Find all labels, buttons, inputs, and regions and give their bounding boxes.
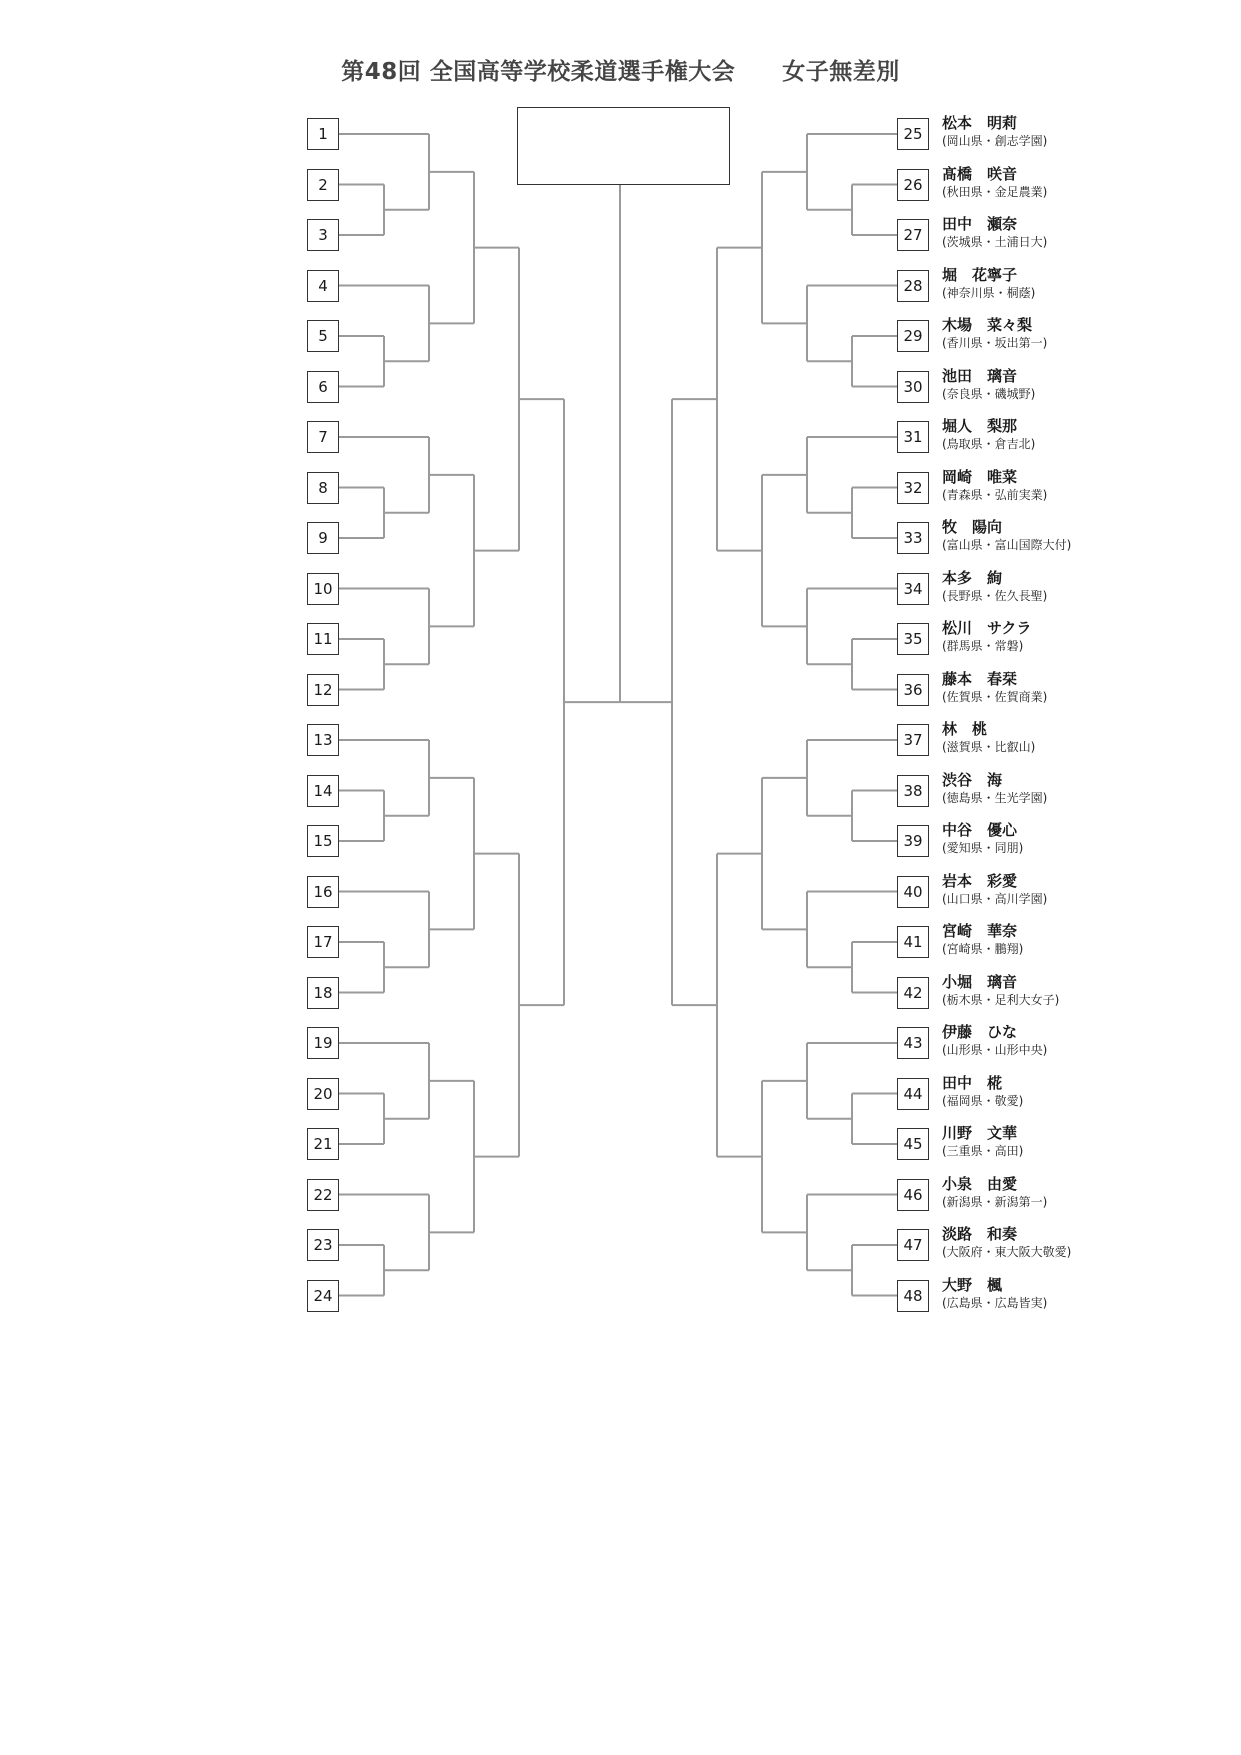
seed-number: 28 bbox=[897, 270, 929, 302]
player-name: 堀 花寧子 bbox=[942, 265, 1018, 284]
player-name: 小泉 由愛 bbox=[942, 1174, 1018, 1193]
seed-number: 20 bbox=[307, 1078, 339, 1110]
seed-number: 25 bbox=[897, 118, 929, 150]
player-name: 松川 サクラ bbox=[942, 619, 1032, 637]
seed-number: 18 bbox=[307, 977, 339, 1009]
seed-number: 1 bbox=[307, 118, 339, 150]
seed-number: 12 bbox=[307, 674, 339, 706]
seed-number: 11 bbox=[307, 623, 339, 655]
seed-number: 17 bbox=[307, 926, 339, 958]
seed-number: 30 bbox=[897, 371, 929, 403]
seed-number: 6 bbox=[307, 371, 339, 403]
player-team: (広島県・広島皆実) bbox=[942, 1295, 1048, 1310]
seed-number: 23 bbox=[307, 1229, 339, 1261]
player-name: 中谷 優心 bbox=[942, 821, 1018, 839]
player-team: (福岡県・敬愛) bbox=[942, 1093, 1024, 1108]
player-team: (岡山県・創志学園) bbox=[942, 134, 1048, 148]
seed-number: 41 bbox=[897, 926, 929, 958]
player-name: 林 桃 bbox=[942, 720, 988, 738]
seed-number: 10 bbox=[307, 573, 339, 605]
player-name: 松本 明莉 bbox=[942, 114, 1018, 132]
seed-number: 42 bbox=[897, 977, 929, 1009]
seed-number: 2 bbox=[307, 169, 339, 201]
player-team: (徳島県・生光学園) bbox=[942, 790, 1048, 805]
player-name: 大野 楓 bbox=[942, 1275, 1003, 1294]
player-team: (愛知県・同朋) bbox=[942, 841, 1024, 855]
player-team: (宮崎県・鵬翔) bbox=[942, 942, 1024, 956]
seed-number: 26 bbox=[897, 169, 929, 201]
seed-number: 46 bbox=[897, 1179, 929, 1211]
player-team: (栃木県・足利大女子) bbox=[942, 992, 1060, 1007]
player-name: 渋谷 海 bbox=[942, 770, 1003, 789]
player-team: (青森県・弘前実業) bbox=[942, 487, 1048, 502]
seed-number: 14 bbox=[307, 775, 339, 807]
player-name: 堀人 梨那 bbox=[942, 417, 1018, 435]
seed-number: 22 bbox=[307, 1179, 339, 1211]
player-team: (大阪府・東大阪大敬愛) bbox=[942, 1245, 1072, 1259]
player-team: (滋賀県・比叡山) bbox=[942, 740, 1036, 754]
player-name: 木場 菜々梨 bbox=[942, 316, 1033, 334]
seed-number: 45 bbox=[897, 1128, 929, 1160]
seed-number: 21 bbox=[307, 1128, 339, 1160]
player-name: 池田 璃音 bbox=[942, 366, 1018, 385]
player-name: 本多 絢 bbox=[942, 568, 1003, 587]
player-team: (長野県・佐久長聖) bbox=[942, 588, 1048, 603]
seed-number: 43 bbox=[897, 1027, 929, 1059]
player-name: 田中 椛 bbox=[942, 1073, 1003, 1092]
player-name: 淡路 和奏 bbox=[942, 1225, 1018, 1243]
player-team: (山形県・山形中央) bbox=[942, 1043, 1048, 1057]
player-team: (三重県・高田) bbox=[942, 1144, 1024, 1158]
player-name: 川野 文華 bbox=[942, 1124, 1018, 1142]
seed-number: 7 bbox=[307, 421, 339, 453]
seed-number: 8 bbox=[307, 472, 339, 504]
player-team: (富山県・富山国際大付) bbox=[942, 538, 1072, 552]
seed-number: 32 bbox=[897, 472, 929, 504]
page-title: 第48回 全国高等学校柔道選手権大会 女子無差別 bbox=[341, 59, 900, 85]
player-name: 藤本 春栞 bbox=[942, 669, 1018, 688]
player-name: 伊藤 ひな bbox=[942, 1023, 1018, 1041]
player-team: (新潟県・新潟第一) bbox=[942, 1194, 1048, 1209]
seed-number: 48 bbox=[897, 1280, 929, 1312]
player-name: 岩本 彩愛 bbox=[942, 871, 1018, 890]
seed-number: 34 bbox=[897, 573, 929, 605]
player-team: (鳥取県・倉吉北) bbox=[942, 437, 1036, 451]
player-name: 牧 陽向 bbox=[942, 518, 1003, 536]
player-name: 田中 瀬奈 bbox=[942, 215, 1018, 233]
seed-number: 5 bbox=[307, 320, 339, 352]
player-name: 小堀 璃音 bbox=[942, 972, 1018, 991]
player-team: (奈良県・磯城野) bbox=[942, 386, 1036, 401]
seed-number: 31 bbox=[897, 421, 929, 453]
player-team: (秋田県・金足農業) bbox=[942, 184, 1048, 199]
player-name: 髙橋 咲音 bbox=[942, 164, 1018, 183]
player-team: (佐賀県・佐賀商業) bbox=[942, 689, 1048, 704]
seed-number: 47 bbox=[897, 1229, 929, 1261]
seed-number: 15 bbox=[307, 825, 339, 857]
player-name: 岡崎 唯菜 bbox=[942, 467, 1018, 486]
seed-number: 9 bbox=[307, 522, 339, 554]
player-team: (神奈川県・桐蔭) bbox=[942, 285, 1036, 300]
seed-number: 40 bbox=[897, 876, 929, 908]
player-team: (茨城県・土浦日大) bbox=[942, 235, 1048, 249]
player-team: (群馬県・常磐) bbox=[942, 639, 1024, 653]
seed-number: 16 bbox=[307, 876, 339, 908]
seed-number: 38 bbox=[897, 775, 929, 807]
seed-number: 19 bbox=[307, 1027, 339, 1059]
seed-number: 24 bbox=[307, 1280, 339, 1312]
seed-number: 33 bbox=[897, 522, 929, 554]
player-team: (香川県・坂出第一) bbox=[942, 336, 1048, 350]
seed-number: 13 bbox=[307, 724, 339, 756]
seed-number: 39 bbox=[897, 825, 929, 857]
winner-box bbox=[517, 107, 730, 185]
seed-number: 36 bbox=[897, 674, 929, 706]
seed-number: 3 bbox=[307, 219, 339, 251]
seed-number: 4 bbox=[307, 270, 339, 302]
seed-number: 37 bbox=[897, 724, 929, 756]
seed-number: 35 bbox=[897, 623, 929, 655]
seed-number: 44 bbox=[897, 1078, 929, 1110]
player-team: (山口県・高川学園) bbox=[942, 891, 1048, 906]
seed-number: 29 bbox=[897, 320, 929, 352]
seed-number: 27 bbox=[897, 219, 929, 251]
player-name: 宮崎 華奈 bbox=[942, 922, 1018, 940]
